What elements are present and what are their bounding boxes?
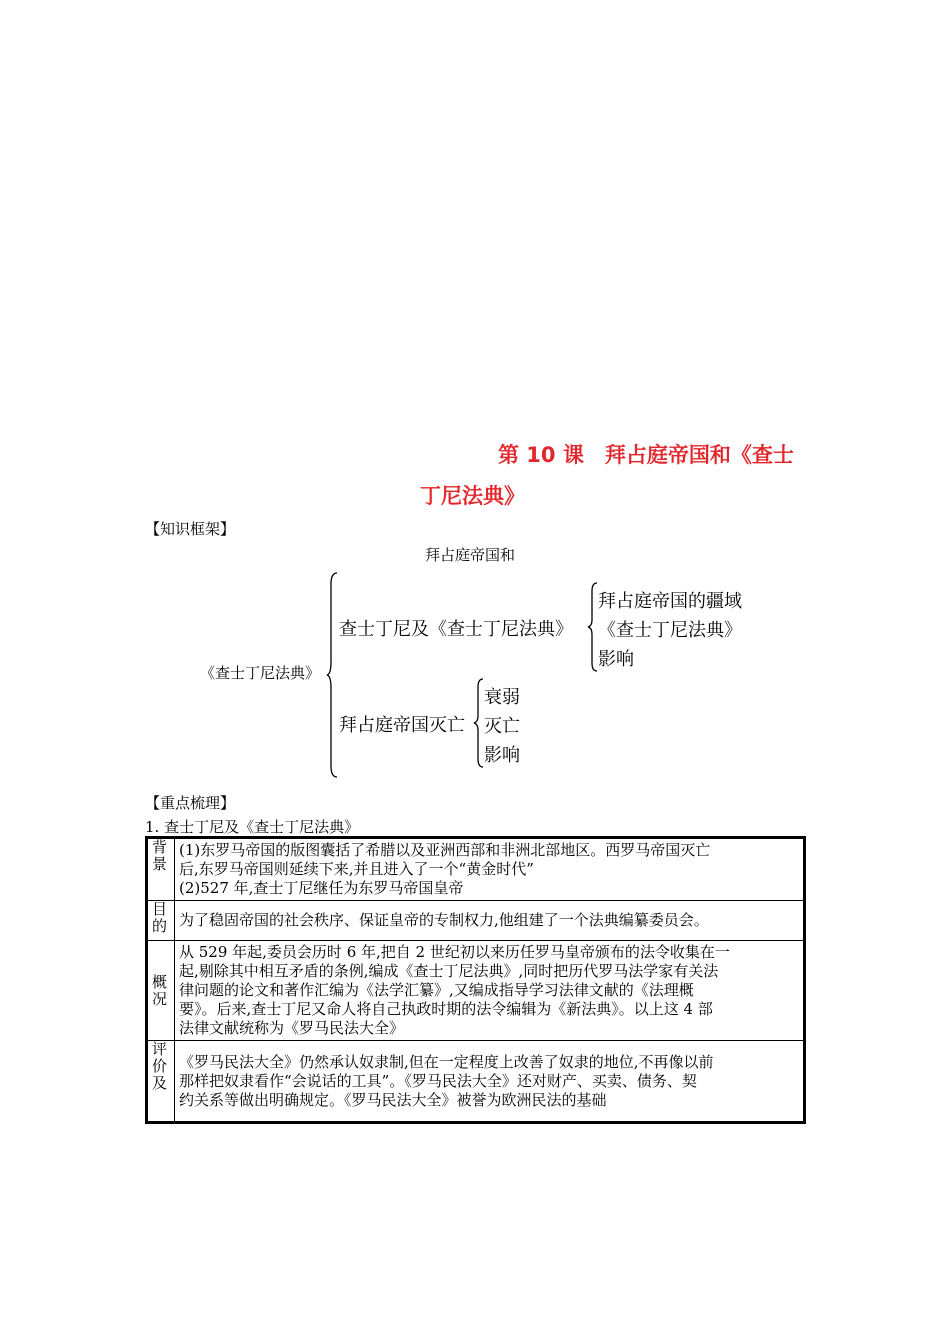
page-title-line2: 丁尼法典》 <box>420 484 525 508</box>
row-content-purpose: 为了稳固帝国的社会秩序、保证皇帝的专制权力,他组建了一个法典编纂委员会。 <box>175 901 805 941</box>
tree-branch2-label: 拜占庭帝国灭亡 <box>339 715 465 736</box>
table-row <box>147 838 805 901</box>
table-row <box>147 901 805 941</box>
row-header-evaluation: 评 价 及 <box>147 1041 175 1123</box>
row-header-background: 背 景 <box>147 838 175 901</box>
tree-main-brace <box>326 572 340 778</box>
key-points-table <box>145 836 806 1124</box>
row-content-background: (1)东罗马帝国的版图囊括了希腊以及亚洲西部和非洲北部地区。西罗马帝国灭亡 后,东罗马帝国则延续下来,并且进入了一个“黄金时代” (2)527 年,查士丁尼继任为东罗马帝国皇帝 <box>175 838 805 901</box>
table-row <box>147 1041 805 1123</box>
row-header-purpose: 目 的 <box>147 901 175 941</box>
row-content-overview: 从 529 年起,委员会历时 6 年,把自 2 世纪初以来历任罗马皇帝颁布的法令收集在一 起,剔除其中相互矛盾的条例,编成《查士丁尼法典》,同时把历代罗马法学家有关法 律问题的论文和著作汇编为《法学汇纂》,又编成指导学习法律文献的《法理概 要》。后来,查士丁尼又命人将自己执政时期的法令编辑为《新法典》。以上这 4 部 法律文献统称为《罗马民法大全》 <box>175 941 805 1041</box>
page-title-line1: 第 10 课 拜占庭帝国和《查士 <box>498 443 794 467</box>
table-row <box>147 941 805 1041</box>
tree-branch2-item-2: 灭亡 <box>484 716 520 737</box>
tree-branch1-item-2: 《查士丁尼法典》 <box>598 620 742 641</box>
tree-top-label: 拜占庭帝国和 <box>425 546 516 564</box>
tree-branch2-item-1: 衰弱 <box>484 687 520 708</box>
tree-branch2-item-3: 影响 <box>484 745 520 766</box>
tree-branch1-item-1: 拜占庭帝国的疆域 <box>598 591 742 612</box>
tree-root-label: 《查士丁尼法典》 <box>200 664 321 682</box>
key-points-header: 【重点梳理】 <box>145 794 236 812</box>
section1-title: 1. 查士丁尼及《查士丁尼法典》 <box>145 818 360 836</box>
tree-branch1-label: 查士丁尼及《查士丁尼法典》 <box>339 619 573 640</box>
row-header-overview: 概 况 <box>147 941 175 1041</box>
row-content-evaluation: 《罗马民法大全》仍然承认奴隶制,但在一定程度上改善了奴隶的地位,不再像以前 那样把奴隶看作“会说话的工具”。《罗马民法大全》还对财产、买卖、债务、契 约关系等做出明确规定。《罗马民法大全》被誉为欧洲民法的基础 <box>175 1041 805 1123</box>
tree-branch1-item-3: 影响 <box>598 649 634 670</box>
framework-header: 【知识框架】 <box>145 520 236 538</box>
